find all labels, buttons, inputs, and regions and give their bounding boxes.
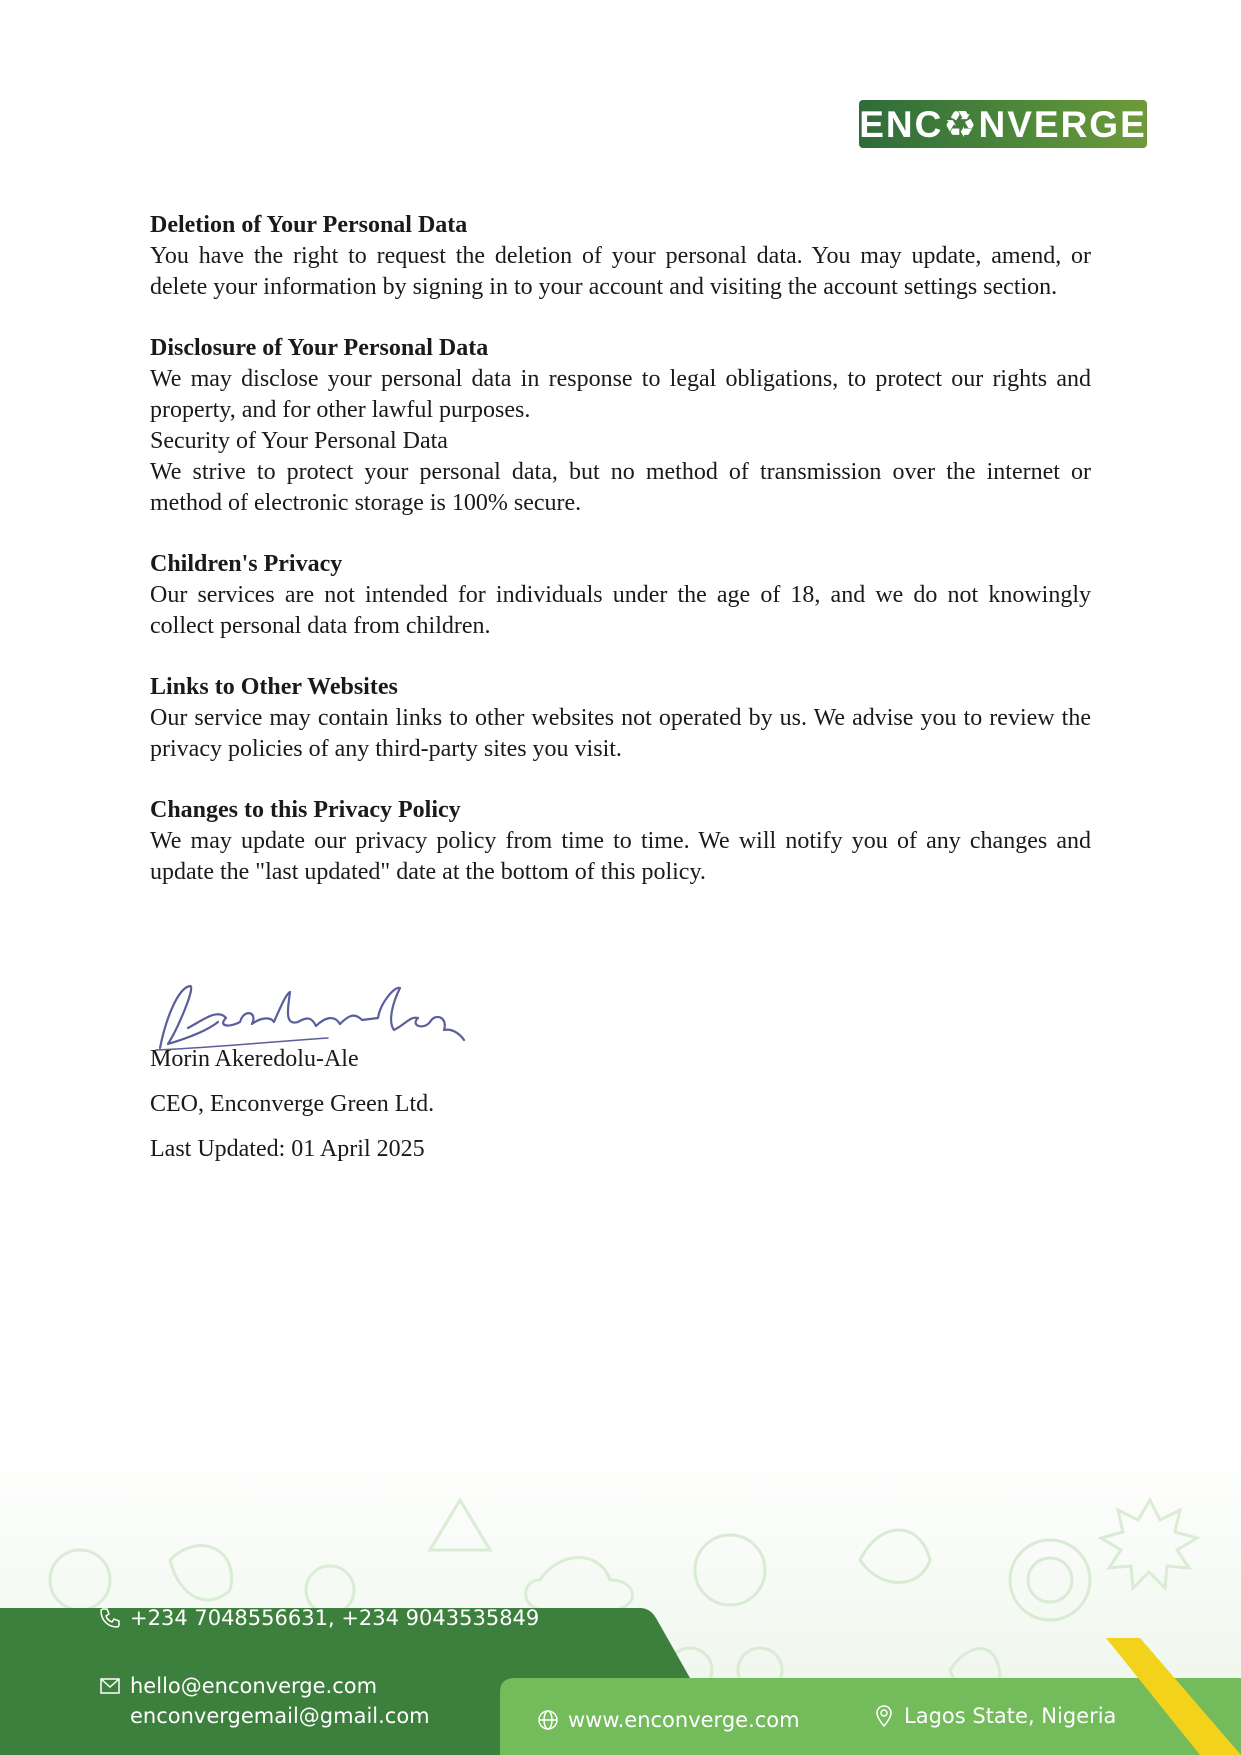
- email-primary[interactable]: hello@enconverge.com: [130, 1674, 378, 1698]
- section-paragraph: You have the right to request the deletion of your personal data. You may update, amend, or delete your information by signing in to your account and visiting the account settings section.: [150, 243, 1091, 300]
- logo-text: ENC♻NVERGE: [859, 103, 1147, 145]
- section-links: [150, 672, 1091, 765]
- section-title: Disclosure of Your Personal Data: [150, 335, 489, 361]
- footer-email: [98, 1674, 377, 1698]
- section-title: Deletion of Your Personal Data: [150, 212, 468, 238]
- footer-website: [536, 1708, 800, 1732]
- enconverge-logo: [859, 100, 1147, 148]
- section-deletion: [150, 210, 1091, 303]
- section-title: Children's Privacy: [150, 551, 343, 577]
- email-secondary[interactable]: enconvergemail@gmail.com: [130, 1704, 430, 1728]
- section-children: [150, 549, 1091, 642]
- mail-icon: [98, 1674, 122, 1698]
- footer-phone: [98, 1606, 539, 1630]
- location-text: Lagos State, Nigeria: [904, 1704, 1117, 1728]
- footer-location: [872, 1704, 1116, 1728]
- footer-email-secondary: [130, 1704, 430, 1728]
- signature-block: [150, 978, 468, 1162]
- location-pin-icon: [872, 1704, 896, 1728]
- globe-icon: [536, 1708, 560, 1732]
- section-paragraph: We may disclose your personal data in response to legal obligations, to protect our rights and property, and for other lawful purposes.: [150, 366, 1091, 423]
- section-paragraph: We strive to protect your personal data, but no method of transmission over the internet or method of electronic storage is 100% secure.: [150, 459, 1091, 516]
- section-subheading: Security of Your Personal Data: [150, 428, 448, 454]
- section-title: Links to Other Websites: [150, 674, 398, 700]
- section-paragraph: Our service may contain links to other websites not operated by us. We advise you to review the privacy policies of any third-party sites you visit.: [150, 705, 1091, 762]
- website-link[interactable]: www.enconverge.com: [568, 1708, 800, 1732]
- section-paragraph: Our services are not intended for individuals under the age of 18, and we do not knowingly collect personal data from children.: [150, 582, 1091, 639]
- section-disclosure: [150, 333, 1091, 519]
- last-updated: Last Updated: 01 April 2025: [150, 1136, 425, 1162]
- signer-role: CEO, Enconverge Green Ltd.: [150, 1091, 435, 1117]
- section-paragraph: We may update our privacy policy from time to time. We will notify you of any changes and update the "last updated" date at the bottom of this policy.: [150, 828, 1091, 885]
- phone-numbers: +234 7048556631, +234 9043535849: [130, 1606, 540, 1630]
- signer-name: Morin Akeredolu-Ale: [150, 1046, 359, 1072]
- section-title: Changes to this Privacy Policy: [150, 797, 461, 823]
- phone-icon: [98, 1606, 122, 1630]
- policy-content: [150, 210, 1091, 918]
- section-changes: [150, 795, 1091, 888]
